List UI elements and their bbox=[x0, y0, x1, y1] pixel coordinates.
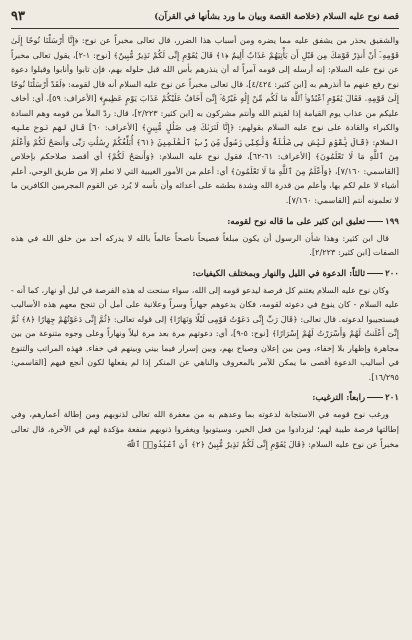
section-title: رابعاً: الترغيب: bbox=[312, 393, 366, 404]
section-title: ثالثاً: الدعوة في الليل والنهار وبمختلف الكيفيات: bbox=[192, 268, 366, 279]
section-paragraph-200: وكان نوح عليه السلام يغتنم كل فرصة ليدعو قومه إلى الله، سواء سنحت له هذه الفرصة في ليل أو نهار، كما أنه - عليه السلام - كان ينوع في دعوته لقومه، فكان يدعوهم جهاراً وسراً وعلانية على أمل أن تنجح معهم هذه الأساليب فيستجيبوا لدعوته. قال تعالى: ﴿قَالَ رَبِّ إِنِّى دَعَوْتُ قَوْمِى لَيْلًا وَنَهَارًا﴾ إلى قوله تعالى: ﴿ثُمَّ إِنِّى دَعَوْتُهُمْ جِهَارًا ﴿٨﴾ ثُمَّ إِنِّىٓ أَعْلَنتُ لَهُمْ وَأَسْرَرْتُ لَهُمْ إِسْرَارًا﴾ [نوح: ٥-٩]، أي: دعوتهم مرة بعد مرة ليلاً ونهاراً وعلى وجوه متنوعة من بين مجاهرة وإظهار بلا إخفاء، ومن بين إعلان وصياح بهم، وبين إسرار فيما بيني وبينهم في خفاء. فهذه المراتب والتنوع في أساليب الدعوة أقصى ما يمكن للآمر بالمعروف والناهي عن المنكر إذا لم يفعلها لكون أنجع فيهم [القاسمي: ١٦/٢٩٥]. bbox=[11, 284, 399, 382]
section-gap bbox=[11, 384, 399, 388]
heading-dash bbox=[367, 397, 383, 398]
section-number: ١٩٩ bbox=[385, 216, 399, 227]
section-heading-199 bbox=[11, 215, 399, 230]
running-title: قصة نوح عليه السلام (خلاصة القصة وبيان ما ورد بشأنها في القرآن) bbox=[154, 11, 399, 22]
section-number: ٢٠٠ bbox=[385, 268, 399, 279]
page-number: ٩٣ bbox=[11, 9, 25, 24]
section-paragraph-201: ورغب نوح قومه في الاستجابة لدعوته بما وعدهم به من مغفرة الله تعالى لذنوبهم ومن إطالة أعمارهم، وفي إطالتها فرصة طيبة لهم؛ ليزدادوا من فعل الخير، وسيتوبوا ويغفروا ذنوبهم منفعة مؤكدة لهم في الآخرة، قال تعالى مخبراً عن نوح عليه السلام: ﴿قَالَ يَٰقَوْمِ إِنِّى لَكُمْ نَذِيرٌ مُّبِينٌ ﴿٢﴾ أَنِ ٱعْبُدُوا۟ ٱللَّهَ bbox=[11, 409, 399, 449]
section-gap bbox=[11, 208, 399, 212]
section-paragraph-199: قال ابن كثير: وهذا شأن الرسول أن يكون مبلغاً فصيحاً ناصحاً عالماً بالله لا يدركه أحد من خلق الله في هذه الصفات [ابن كثير: ٢/٢٢٣]. bbox=[11, 232, 399, 258]
section-heading-200 bbox=[11, 267, 399, 282]
section-title: تعليق ابن كثير على ما قاله نوح لقومه: bbox=[227, 216, 366, 227]
section-number: ٢٠١ bbox=[385, 393, 399, 404]
page-header bbox=[11, 8, 399, 25]
heading-dash bbox=[367, 273, 383, 274]
header-divider bbox=[11, 28, 399, 29]
heading-dash bbox=[367, 221, 383, 222]
intro-paragraph: والشفيق يحذر من يشفق عليه مما يضره ومن أسباب هذا الضرر، قال تعالى مخبراً عن نوح: ﴿إِنَّا أَرْسَلْنَا نُوحًا إِلَىٰ قَوْمِهِۦٓ أَنْ أَنذِرْ قَوْمَكَ مِن قَبْلِ أَن يَأْتِيَهُمْ عَذَابٌ أَلِيمٌ ﴿١﴾ قَالَ يَٰقَوْمِ إِنِّى لَكُمْ نَذِيرٌ مُّبِينٌ﴾ [نوح: ١-٢]، يقول تعالى مخبراً عن نوح عليه السلام: إنه أرسله إلى قومه آمراً له أن ينذرهم بأس الله قبل حلوله بهم، فإن تابوا وأنابوا وقبلوا دعوة نوح رفع عنهم ما أنذرهم به [ابن كثير: ٤/٤٢٤]، قال تعالى مخبراً عن نوح عليه السلام أنه قال لقومه: ﴿لَقَدْ أَرْسَلْنَا نُوحًا إِلَىٰ قَوْمِهِۦ فَقَالَ يَٰقَوْمِ ٱعْبُدُوا۟ ٱللَّهَ مَا لَكُم مِّنْ إِلَٰهٍ غَيْرُهُۥٓ إِنِّىٓ أَخَافُ عَلَيْكُمْ عَذَابَ يَوْمٍ عَظِيمٍ﴾ [الأعراف: ٥٩]، أي: أخاف عليكم من عذاب يوم القيامة إذا لقيتم الله وأنتم مشركون به [ابن كثير: ٢/٢٢٣]، قال: ردّ الملأ من قومه وهم السادة والكبراء والقادة على نوح عليه السلام بقولهم: ﴿إِنَّا لَنَرَىٰكَ فِى ضَلَٰلٍ مُّبِينٍ﴾ [الأعراف: ٦٠] قال لهم نوح عليه السلام: ﴿قَالَ يَٰقَوْمِ لَيْسَ بِى ضَلَٰلَةٌ وَلَٰكِنِّى رَسُولٌ مِّن رَّبِّ ٱلْعَٰلَمِينَ ﴿٦١﴾ أُبَلِّغُكُمْ رِسَٰلَٰتِ رَبِّى وَأَنصَحُ لَكُمْ وَأَعْلَمُ مِنَ ٱللَّهِ مَا لَا تَعْلَمُونَ﴾ [الأعراف: ٦١-٦٢]، فقول نوح عليه السلام: ﴿وَأَنصَحُ لَكُمْ﴾ أي أقصد صلاحكم بإخلاص [القاسمي: ٧/١٦٠]، ﴿وَأَعْلَمُ مِنَ ٱللَّهِ مَا لَا تَعْلَمُونَ﴾ أي: أعلم من الأمور الغيبية التي لا تعلم إلا من طريق الوحي، أعلم أشياء لا علم لكم بها، وأعلم من قدرة الله وشدة بطشه على أعدائه وأن بأسه لا يُرد عن القوم المجرمين الكافرين ما لا تعلمونه أنتم [القاسمي: ٧/١٦٠]. bbox=[11, 35, 400, 206]
section-gap bbox=[11, 260, 399, 264]
section-heading-201 bbox=[11, 391, 399, 406]
